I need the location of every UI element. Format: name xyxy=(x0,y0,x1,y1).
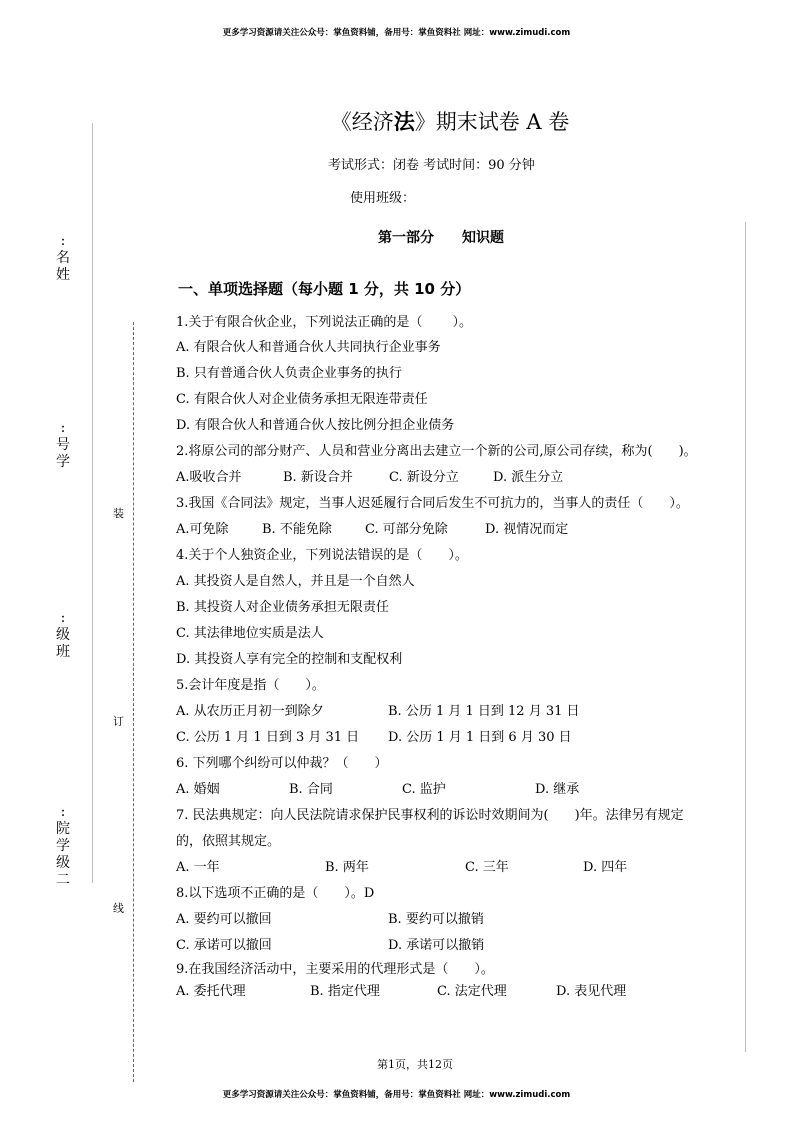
exam-title: 《经济法》期末试卷 A 卷 xyxy=(330,109,570,134)
question-6-option-c: C. 监护 xyxy=(402,782,446,797)
question-9-option-d: D. 表见代理 xyxy=(556,984,627,999)
question-8-option-a: A. 要约可以撤回 xyxy=(176,912,272,927)
question-3-option-a: A.可免除 xyxy=(176,522,229,537)
question-1-option-d: D. 有限合伙人和普通合伙人按比例分担企业债务 xyxy=(176,418,455,433)
question-8-stem: 8.以下选项不正确的是（ ）。D xyxy=(176,886,375,901)
question-5-stem: 5.会计年度是指（ ）。 xyxy=(176,678,325,693)
question-2-option-a: A.吸收合并 xyxy=(176,470,242,485)
question-4-option-b: B. 其投资人对企业债务承担无限责任 xyxy=(176,600,389,615)
question-6-option-b: B. 合同 xyxy=(289,782,333,797)
question-7-stem-line-2: 的，依照其规定。 xyxy=(176,834,281,849)
question-3-option-b: B. 不能免除 xyxy=(262,522,332,537)
question-5-option-d: D. 公历 1 月 1 日到 6 月 30 日 xyxy=(388,730,572,745)
question-3-option-c: C. 可部分免除 xyxy=(365,522,448,537)
question-9-option-c: C. 法定代理 xyxy=(437,984,507,999)
margin-line-right xyxy=(745,222,746,1052)
question-2-stem: 2.将原公司的部分财产、人员和营业分离出去建立一个新的公司,原公司存续，称为( )。 xyxy=(176,444,697,459)
exam-format: 考试形式：闭卷 考试时间：90 分钟 xyxy=(328,158,535,173)
part-title: 第一部分 知识题 xyxy=(378,230,504,246)
side-label-student-id: : 号学 xyxy=(56,420,70,470)
question-2-option-d: D. 派生分立 xyxy=(493,470,564,485)
question-9-stem: 9.在我国经济活动中，主要采用的代理形式是（ ）。 xyxy=(176,962,494,977)
question-6-option-d: D. 继承 xyxy=(535,782,580,797)
top-banner: 更多学习资源请关注公众号：掌鱼资料铺，备用号：掌鱼资料社 网址：www.zimudi.com xyxy=(222,28,571,38)
page-number: 第1页，共12页 xyxy=(377,1058,453,1071)
question-7-option-a: A. 一年 xyxy=(176,860,220,875)
question-3-stem: 3.我国《合同法》规定，当事人迟延履行合同后发生不可抗力的，当事人的责任（ ）。 xyxy=(176,496,689,511)
question-5-option-a: A. 从农历正月初一到除夕 xyxy=(176,704,324,719)
question-9-option-b: B. 指定代理 xyxy=(310,984,380,999)
question-7-option-d: D. 四年 xyxy=(583,860,628,875)
question-7-stem-line-1: 7. 民法典规定：向人民法院请求保护民事权利的诉讼时效期间为( )年。法律另有规定 xyxy=(176,808,684,823)
question-2-option-b: B. 新设合并 xyxy=(283,470,353,485)
binding-mark-ding: 订 xyxy=(113,715,124,728)
bottom-banner: 更多学习资源请关注公众号：掌鱼资料铺，备用号：掌鱼资料社 网址：www.zimudi.com xyxy=(222,1090,571,1100)
question-1-option-a: A. 有限合伙人和普通合伙人共同执行企业事务 xyxy=(176,340,441,355)
question-4-option-c: C. 其法律地位实质是法人 xyxy=(176,626,324,641)
side-label-name: : 名姓 xyxy=(56,233,70,283)
question-3-option-d: D. 视情况而定 xyxy=(485,522,569,537)
question-1-stem: 1.关于有限合伙企业，下列说法正确的是（ ）。 xyxy=(176,315,473,330)
question-4-option-d: D. 其投资人享有完全的控制和支配权利 xyxy=(176,652,403,667)
question-8-option-b: B. 要约可以撤销 xyxy=(388,912,484,927)
question-9-option-a: A. 委托代理 xyxy=(176,984,246,999)
binding-mark-xian: 线 xyxy=(113,902,124,915)
question-7-option-b: B. 两年 xyxy=(325,860,369,875)
margin-line-left xyxy=(92,123,93,883)
question-1-option-b: B. 只有普通合伙人负责企业事务的执行 xyxy=(176,366,402,381)
section-title: 一、单项选择题（每小题 1 分，共 10 分） xyxy=(178,280,471,298)
binding-mark-zhuang: 装 xyxy=(113,507,124,520)
side-label-class: : 级班 xyxy=(56,610,70,660)
question-7-option-c: C. 三年 xyxy=(465,860,509,875)
question-8-option-c: C. 承诺可以撤回 xyxy=(176,938,272,953)
question-6-stem: 6. 下列哪个纠纷可以仲裁？（ ） xyxy=(176,756,388,771)
question-5-option-b: B. 公历 1 月 1 日到 12 月 31 日 xyxy=(388,704,580,719)
class-line: 使用班级： xyxy=(350,191,416,206)
question-2-option-c: C. 新设分立 xyxy=(389,470,459,485)
question-6-option-a: A. 婚姻 xyxy=(176,782,220,797)
question-1-option-c: C. 有限合伙人对企业债务承担无限连带责任 xyxy=(176,392,428,407)
question-4-option-a: A. 其投资人是自然人，并且是一个自然人 xyxy=(176,574,415,589)
binding-dashed-line xyxy=(133,322,134,1082)
question-4-stem: 4.关于个人独资企业，下列说法错误的是（ ）。 xyxy=(176,548,468,563)
question-8-option-d: D. 承诺可以撤销 xyxy=(388,938,485,953)
side-label-college: : 院学级二 xyxy=(56,804,70,888)
question-5-option-c: C. 公历 1 月 1 日到 3 月 31 日 xyxy=(176,730,360,745)
